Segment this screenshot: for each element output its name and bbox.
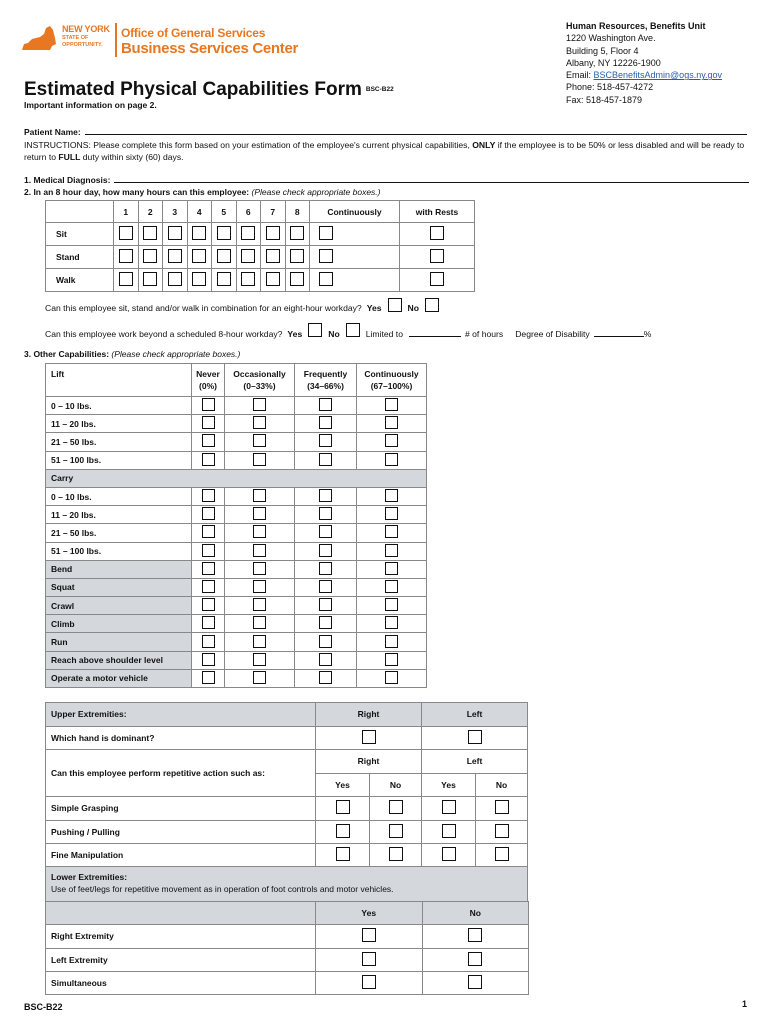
checkbox[interactable]	[217, 226, 231, 240]
dominant-question: Which hand is dominant?	[46, 726, 316, 750]
checkbox[interactable]	[385, 598, 398, 611]
checkbox[interactable]	[253, 671, 266, 684]
capability-row: 0 – 10 lbs.	[46, 397, 427, 415]
checkbox[interactable]	[217, 249, 231, 263]
capability-row: 21 – 50 lbs.	[46, 433, 427, 451]
hours-row-sit	[46, 223, 475, 246]
unit-name: Human Resources, Benefits Unit	[566, 21, 706, 31]
form-title: Estimated Physical Capabilities Form BSC-B22	[24, 79, 394, 100]
important-note: Important information on page 2.	[24, 100, 157, 110]
yes-label: Yes	[366, 303, 382, 313]
lower-row: Simultaneous	[46, 971, 529, 994]
yes-label: Yes	[287, 329, 303, 339]
capability-row: 11 – 20 lbs.	[46, 415, 427, 433]
question-2: 2. In an 8 hour day, how many hours can this employee: (Please check appropriate boxes.)	[24, 187, 381, 197]
checkbox[interactable]	[385, 635, 398, 648]
hour-header: 1	[114, 201, 139, 223]
checkbox[interactable]	[389, 824, 403, 838]
checkbox[interactable]	[253, 653, 266, 666]
fax-line: Fax: 518-457-1879	[566, 94, 643, 105]
address-line1: 1220 Washington Ave.	[566, 33, 656, 44]
checkbox[interactable]	[385, 507, 398, 520]
lower-extremities-header	[45, 866, 528, 902]
lift-header: Lift	[46, 364, 192, 397]
checkbox[interactable]	[495, 800, 509, 814]
capabilities-table	[45, 363, 427, 688]
checkbox[interactable]	[389, 847, 403, 861]
hour-header: 8	[285, 201, 310, 223]
checkbox[interactable]	[362, 928, 376, 942]
page-number: 1	[742, 999, 748, 1009]
dominant-right-checkbox[interactable]	[362, 730, 376, 744]
checkbox[interactable]	[319, 489, 332, 502]
checkbox[interactable]	[385, 544, 398, 557]
with-rests-header: with Rests	[400, 201, 475, 223]
diagnosis-label: 1. Medical Diagnosis:	[24, 175, 111, 185]
yes-checkbox[interactable]	[388, 298, 402, 312]
checkbox[interactable]	[385, 434, 398, 447]
checkbox[interactable]	[119, 272, 133, 286]
checkbox[interactable]	[430, 272, 444, 286]
no-label: No	[328, 329, 340, 339]
checkbox[interactable]	[290, 249, 304, 263]
checkbox[interactable]	[168, 249, 182, 263]
checkbox[interactable]	[319, 616, 332, 629]
checkbox[interactable]	[385, 580, 398, 593]
checkbox[interactable]	[202, 598, 215, 611]
hour-header: 6	[236, 201, 261, 223]
beyond-question	[45, 325, 651, 339]
left-subheader: Left	[422, 750, 528, 774]
checkbox[interactable]	[319, 272, 333, 286]
checkbox[interactable]	[319, 226, 333, 240]
division-name: Business Services Center	[121, 40, 299, 57]
phone-line: Phone: 518-457-4272	[566, 82, 654, 93]
checkbox[interactable]	[253, 507, 266, 520]
checkbox[interactable]	[202, 635, 215, 648]
degree-label: Degree of Disability	[515, 329, 590, 339]
checkbox[interactable]	[253, 489, 266, 502]
checkbox[interactable]	[202, 653, 215, 666]
checkbox[interactable]	[253, 416, 266, 429]
hours-row-stand	[46, 246, 475, 269]
checkbox[interactable]	[468, 928, 482, 942]
combination-question-text: Can this employee sit, stand and/or walk in combination for an eight-hour workday?	[45, 303, 362, 313]
yes-checkbox[interactable]	[308, 323, 322, 337]
checkbox[interactable]	[253, 398, 266, 411]
question-3: 3. Other Capabilities: (Please check appropriate boxes.)	[24, 349, 241, 359]
checkbox[interactable]	[385, 653, 398, 666]
hour-header: 7	[261, 201, 286, 223]
checkbox[interactable]	[319, 598, 332, 611]
checkbox[interactable]	[202, 398, 215, 411]
checkbox[interactable]	[319, 416, 332, 429]
capability-row: 51 – 100 lbs.	[46, 451, 427, 469]
checkbox[interactable]	[217, 272, 231, 286]
degree-field[interactable]	[594, 336, 644, 337]
checkbox[interactable]	[143, 272, 157, 286]
checkbox[interactable]	[495, 847, 509, 861]
checkbox[interactable]	[168, 272, 182, 286]
agency-name: Office of General Services	[121, 26, 266, 40]
checkbox[interactable]	[241, 272, 255, 286]
upper-row: Pushing / Pulling	[46, 820, 528, 844]
checkbox[interactable]	[241, 249, 255, 263]
limited-label: Limited to	[365, 329, 403, 339]
capability-row: Crawl	[46, 597, 427, 615]
no-checkbox[interactable]	[425, 298, 439, 312]
yes-header: Yes	[316, 902, 423, 925]
checkbox[interactable]	[385, 671, 398, 684]
patient-name-row	[24, 127, 747, 137]
state-line3: OPPORTUNITY.	[62, 42, 103, 48]
checkbox[interactable]	[430, 249, 444, 263]
checkbox[interactable]	[253, 580, 266, 593]
checkbox[interactable]	[385, 562, 398, 575]
checkbox[interactable]	[241, 226, 255, 240]
limited-checkbox[interactable]	[346, 323, 360, 337]
checkbox[interactable]	[385, 416, 398, 429]
checkbox[interactable]	[389, 800, 403, 814]
checkbox[interactable]	[168, 226, 182, 240]
checkbox[interactable]	[202, 434, 215, 447]
ny-state-map-icon	[20, 24, 60, 56]
checkbox[interactable]	[442, 824, 456, 838]
patient-name-field[interactable]	[85, 127, 747, 135]
checkbox[interactable]	[319, 671, 332, 684]
address-line2: Building 5, Floor 4	[566, 45, 639, 56]
checkbox[interactable]	[192, 226, 206, 240]
upper-extremities-table	[45, 702, 528, 868]
right-subheader: Right	[316, 750, 422, 774]
checkbox[interactable]	[385, 398, 398, 411]
checkbox[interactable]	[202, 489, 215, 502]
lower-description: Use of feet/legs for repetitive movement as in operation of foot controls and motor vehicles.	[51, 884, 394, 894]
beyond-question-text: Can this employee work beyond a scheduled 8-hour workday?	[45, 329, 283, 339]
checkbox[interactable]	[266, 226, 280, 240]
hour-header: 4	[187, 201, 212, 223]
upper-row: Fine Manipulation	[46, 844, 528, 868]
checkbox[interactable]	[319, 398, 332, 411]
occasionally-header: Occasionally (0–33%)	[225, 364, 295, 397]
checkbox[interactable]	[253, 525, 266, 538]
checkbox[interactable]	[362, 952, 376, 966]
checkbox[interactable]	[192, 272, 206, 286]
capability-row: Climb	[46, 615, 427, 633]
checkbox[interactable]	[143, 226, 157, 240]
no-label: No	[407, 303, 420, 313]
capability-row: 51 – 100 lbs.	[46, 542, 427, 560]
checkbox[interactable]	[202, 416, 215, 429]
checkbox[interactable]	[202, 616, 215, 629]
checkbox[interactable]	[336, 824, 350, 838]
checkbox[interactable]	[202, 562, 215, 575]
checkbox[interactable]	[253, 544, 266, 557]
checkbox[interactable]	[319, 249, 333, 263]
checkbox[interactable]	[319, 562, 332, 575]
checkbox[interactable]	[495, 824, 509, 838]
combination-question	[45, 301, 439, 315]
checkbox[interactable]	[119, 249, 133, 263]
checkbox[interactable]	[468, 975, 482, 989]
instructions: INSTRUCTIONS: Please complete this form based on your estimation of the employee's current physical capabilities, ONLY if the employee is to be 50% or less disabled and will be ready to return to FULL duty within sixty (60) days.	[24, 140, 745, 162]
checkbox[interactable]	[253, 434, 266, 447]
checkbox[interactable]	[266, 272, 280, 286]
no-header: No	[370, 773, 422, 797]
hours-label: # of hours	[464, 329, 504, 339]
checkbox[interactable]	[266, 249, 280, 263]
checkbox[interactable]	[319, 453, 332, 466]
checkbox[interactable]	[442, 800, 456, 814]
checkbox[interactable]	[253, 453, 266, 466]
state-line2: STATE OF	[62, 34, 89, 41]
limited-hours-field[interactable]	[409, 336, 461, 337]
contact-block	[566, 20, 722, 106]
hour-header: 3	[163, 201, 188, 223]
checkbox[interactable]	[385, 525, 398, 538]
checkbox[interactable]	[253, 616, 266, 629]
carry-header-row	[46, 469, 427, 487]
row-label: Walk	[46, 269, 114, 292]
form-code: BSC-B22	[365, 86, 394, 94]
row-label: Sit	[46, 223, 114, 246]
checkbox[interactable]	[119, 226, 133, 240]
email-link[interactable]: BSCBenefitsAdmin@ogs.ny.gov	[593, 70, 723, 81]
lower-row: Left Extremity	[46, 948, 529, 971]
capability-row: 0 – 10 lbs.	[46, 487, 427, 505]
checkbox[interactable]	[253, 562, 266, 575]
never-header: Never (0%)	[192, 364, 225, 397]
footer-form-code: BSC-B22	[24, 1002, 63, 1012]
checkbox[interactable]	[336, 800, 350, 814]
left-header: Left	[422, 703, 528, 727]
capability-row: Bend	[46, 560, 427, 578]
repetitive-question: Can this employee perform repetitive action such as:	[46, 750, 316, 797]
lower-row: Right Extremity	[46, 925, 529, 948]
checkbox[interactable]	[336, 847, 350, 861]
checkbox[interactable]	[253, 635, 266, 648]
ogs-logo	[20, 20, 310, 60]
no-header: No	[476, 773, 528, 797]
checkbox[interactable]	[468, 952, 482, 966]
checkbox[interactable]	[253, 598, 266, 611]
lower-extremities-table	[45, 901, 529, 995]
logo-divider	[115, 23, 117, 57]
frequently-header: Frequently (34–66%)	[295, 364, 357, 397]
hours-table	[45, 200, 475, 292]
dominant-left-checkbox[interactable]	[468, 730, 482, 744]
carry-header: Carry	[46, 469, 427, 487]
checkbox[interactable]	[319, 580, 332, 593]
checkbox[interactable]	[385, 453, 398, 466]
upper-title: Upper Extremities:	[46, 703, 316, 727]
hours-row-walk	[46, 269, 475, 292]
checkbox[interactable]	[319, 434, 332, 447]
checkbox[interactable]	[290, 226, 304, 240]
checkbox[interactable]	[442, 847, 456, 861]
checkbox[interactable]	[362, 975, 376, 989]
right-header: Right	[316, 703, 422, 727]
checkbox[interactable]	[143, 249, 157, 263]
upper-row: Simple Grasping	[46, 797, 528, 821]
capability-row: 21 – 50 lbs.	[46, 524, 427, 542]
capability-row: Operate a motor vehicle	[46, 669, 427, 687]
no-header: No	[422, 902, 529, 925]
email-line: Email: BSCBenefitsAdmin@ogs.ny.gov	[566, 70, 723, 81]
checkbox[interactable]	[385, 489, 398, 502]
checkbox[interactable]	[319, 507, 332, 520]
checkbox[interactable]	[290, 272, 304, 286]
diagnosis-row	[24, 175, 749, 185]
percent-sign: %	[643, 329, 652, 339]
row-label: Stand	[46, 246, 114, 269]
checkbox[interactable]	[202, 671, 215, 684]
checkbox[interactable]	[202, 580, 215, 593]
lower-title: Lower Extremities:	[51, 872, 128, 882]
capability-row: Reach above shoulder level	[46, 651, 427, 669]
checkbox[interactable]	[319, 635, 332, 648]
capability-row: Run	[46, 633, 427, 651]
patient-name-label: Patient Name:	[24, 127, 81, 137]
checkbox[interactable]	[202, 544, 215, 557]
hour-header: 5	[212, 201, 237, 223]
checkbox[interactable]	[192, 249, 206, 263]
diagnosis-field[interactable]	[114, 175, 749, 183]
checkbox[interactable]	[202, 525, 215, 538]
hour-header: 2	[138, 201, 163, 223]
address-line3: Albany, NY 12226-1900	[566, 57, 661, 68]
checkbox[interactable]	[202, 507, 215, 520]
checkbox[interactable]	[319, 653, 332, 666]
yes-header: Yes	[316, 773, 370, 797]
checkbox[interactable]	[385, 616, 398, 629]
checkbox[interactable]	[430, 226, 444, 240]
checkbox[interactable]	[319, 544, 332, 557]
continuously-header: Continuously (67–100%)	[357, 364, 427, 397]
capability-row: 11 – 20 lbs.	[46, 506, 427, 524]
state-line1: NEW YORK	[62, 24, 110, 34]
capability-row: Squat	[46, 578, 427, 596]
checkbox[interactable]	[319, 525, 332, 538]
checkbox[interactable]	[202, 453, 215, 466]
yes-header: Yes	[422, 773, 476, 797]
continuously-header: Continuously	[310, 201, 400, 223]
